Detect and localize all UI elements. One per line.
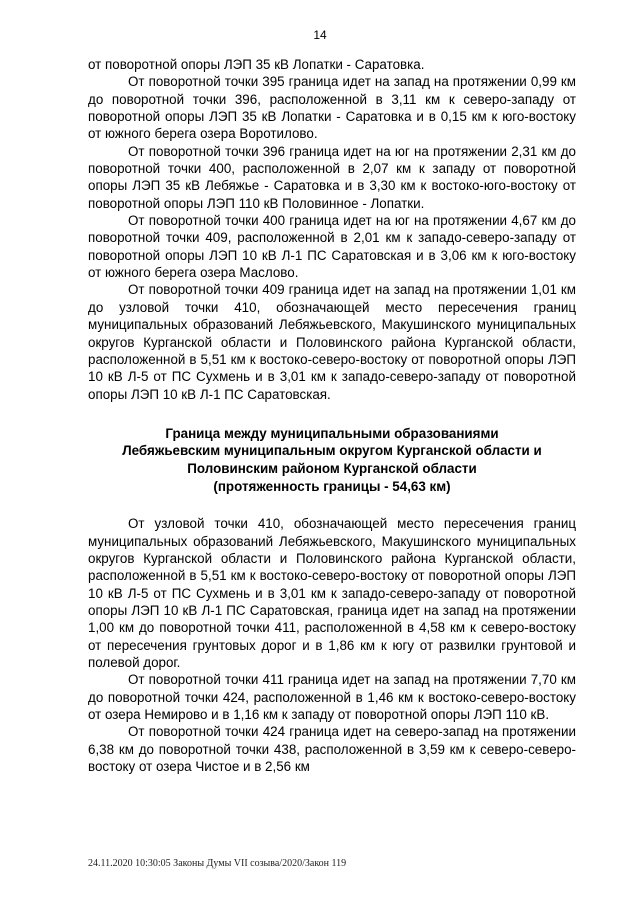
paragraph-point-424: От поворотной точки 424 граница идет на северо-запад на протяжении 6,38 км до поворотной точки 438, расположенной в 3,59 км к северо-северо-востоку от озера Чистое и в 2,56 км: [88, 724, 576, 775]
paragraph-point-400: От поворотной точки 400 граница идет на юг на протяжении 4,67 км до поворотной точки 409, расположенной в 2,01 км к западо-северо-западу от поворотной опоры ЛЭП 10 кВ Л-1 ПС Саратовская и в 3,06 км к юго-востоку от южного берега озера Маслово.: [88, 213, 576, 281]
paragraph-point-410: От узловой точки 410, обозначающей место пересечения границ муниципальных образований Лебяжьевского, Макушинского муниципальных округов Курганской области и Половинского района Курганской области, расположенной в 5,51 км к востоко-северо-востоку от поворотной опоры ЛЭП 10 кВ Л-5 от ПС Сухмень и в 3,01 км к западо-северо-западу от поворотной опоры ЛЭП 10 кВ Л-1 ПС Саратовская, граница идет на запад на протяжении 1,00 км до поворотной точки 411, расположенной в 4,58 км к северо-востоку от пересечения грунтовых дорог и в 1,86 км к югу от развилки грунтовой и полевой дорог.: [88, 516, 576, 670]
page-number: 14: [313, 28, 327, 42]
section-body: [88, 515, 576, 775]
paragraph-point-395: От поворотной точки 395 граница идет на запад на протяжении 0,99 км до поворотной точки 396, расположенной в 3,11 км к северо-западу от поворотной опоры ЛЭП 35 кВ Лопатки - Саратовка и в 0,15 км к юго-востоку от южного берега озера Воротилово.: [88, 74, 576, 142]
section-heading: [88, 425, 576, 495]
intro-line: от поворотной опоры ЛЭП 35 кВ Лопатки - Саратовка.: [88, 57, 425, 72]
document-footer: 24.11.2020 10:30:05 Законы Думы VII созыва/2020/Закон 119: [88, 858, 347, 869]
paragraph-point-409: От поворотной точки 409 граница идет на запад на протяжении 1,01 км до узловой точки 410, обозначающей место пересечения границ муниципальных образований Лебяжьевского, Макушинского муниципальных округов Курганской области и Половинского района Курганской области, расположенной в 5,51 км к востоко-северо-востоку от поворотной опоры ЛЭП 10 кВ Л-5 от ПС Сухмень и в 3,01 км к западо-северо-западу от поворотной опоры ЛЭП 10 кВ Л-1 ПС Саратовская.: [88, 282, 576, 402]
heading-line: Граница между муниципальными образованиями: [165, 425, 499, 441]
paragraph-point-396: От поворотной точки 396 граница идет на юг на протяжении 2,31 км до поворотной точки 400, расположенной в 2,07 км к западу от поворотной опоры ЛЭП 35 кВ Лебяжье - Саратовка и в 3,30 км к востоко-юго-востоку от поворотной опоры ЛЭП 110 кВ Половинное - Лопатки.: [88, 143, 576, 211]
document-body: [88, 56, 576, 775]
heading-line: Половинским районом Курганской области: [187, 461, 477, 477]
paragraph-point-411: От поворотной точки 411 граница идет на запад на протяжении 7,70 км до поворотной точки 424, расположенной в 1,46 км к востоко-северо-востоку от озера Немирово и в 1,16 км к западу от поворотной опоры ЛЭП 110 кВ.: [88, 672, 576, 723]
heading-line: Лебяжьевским муниципальным округом Курганской области и: [122, 443, 542, 459]
heading-line-length: (протяженность границы - 54,63 км): [213, 478, 451, 494]
